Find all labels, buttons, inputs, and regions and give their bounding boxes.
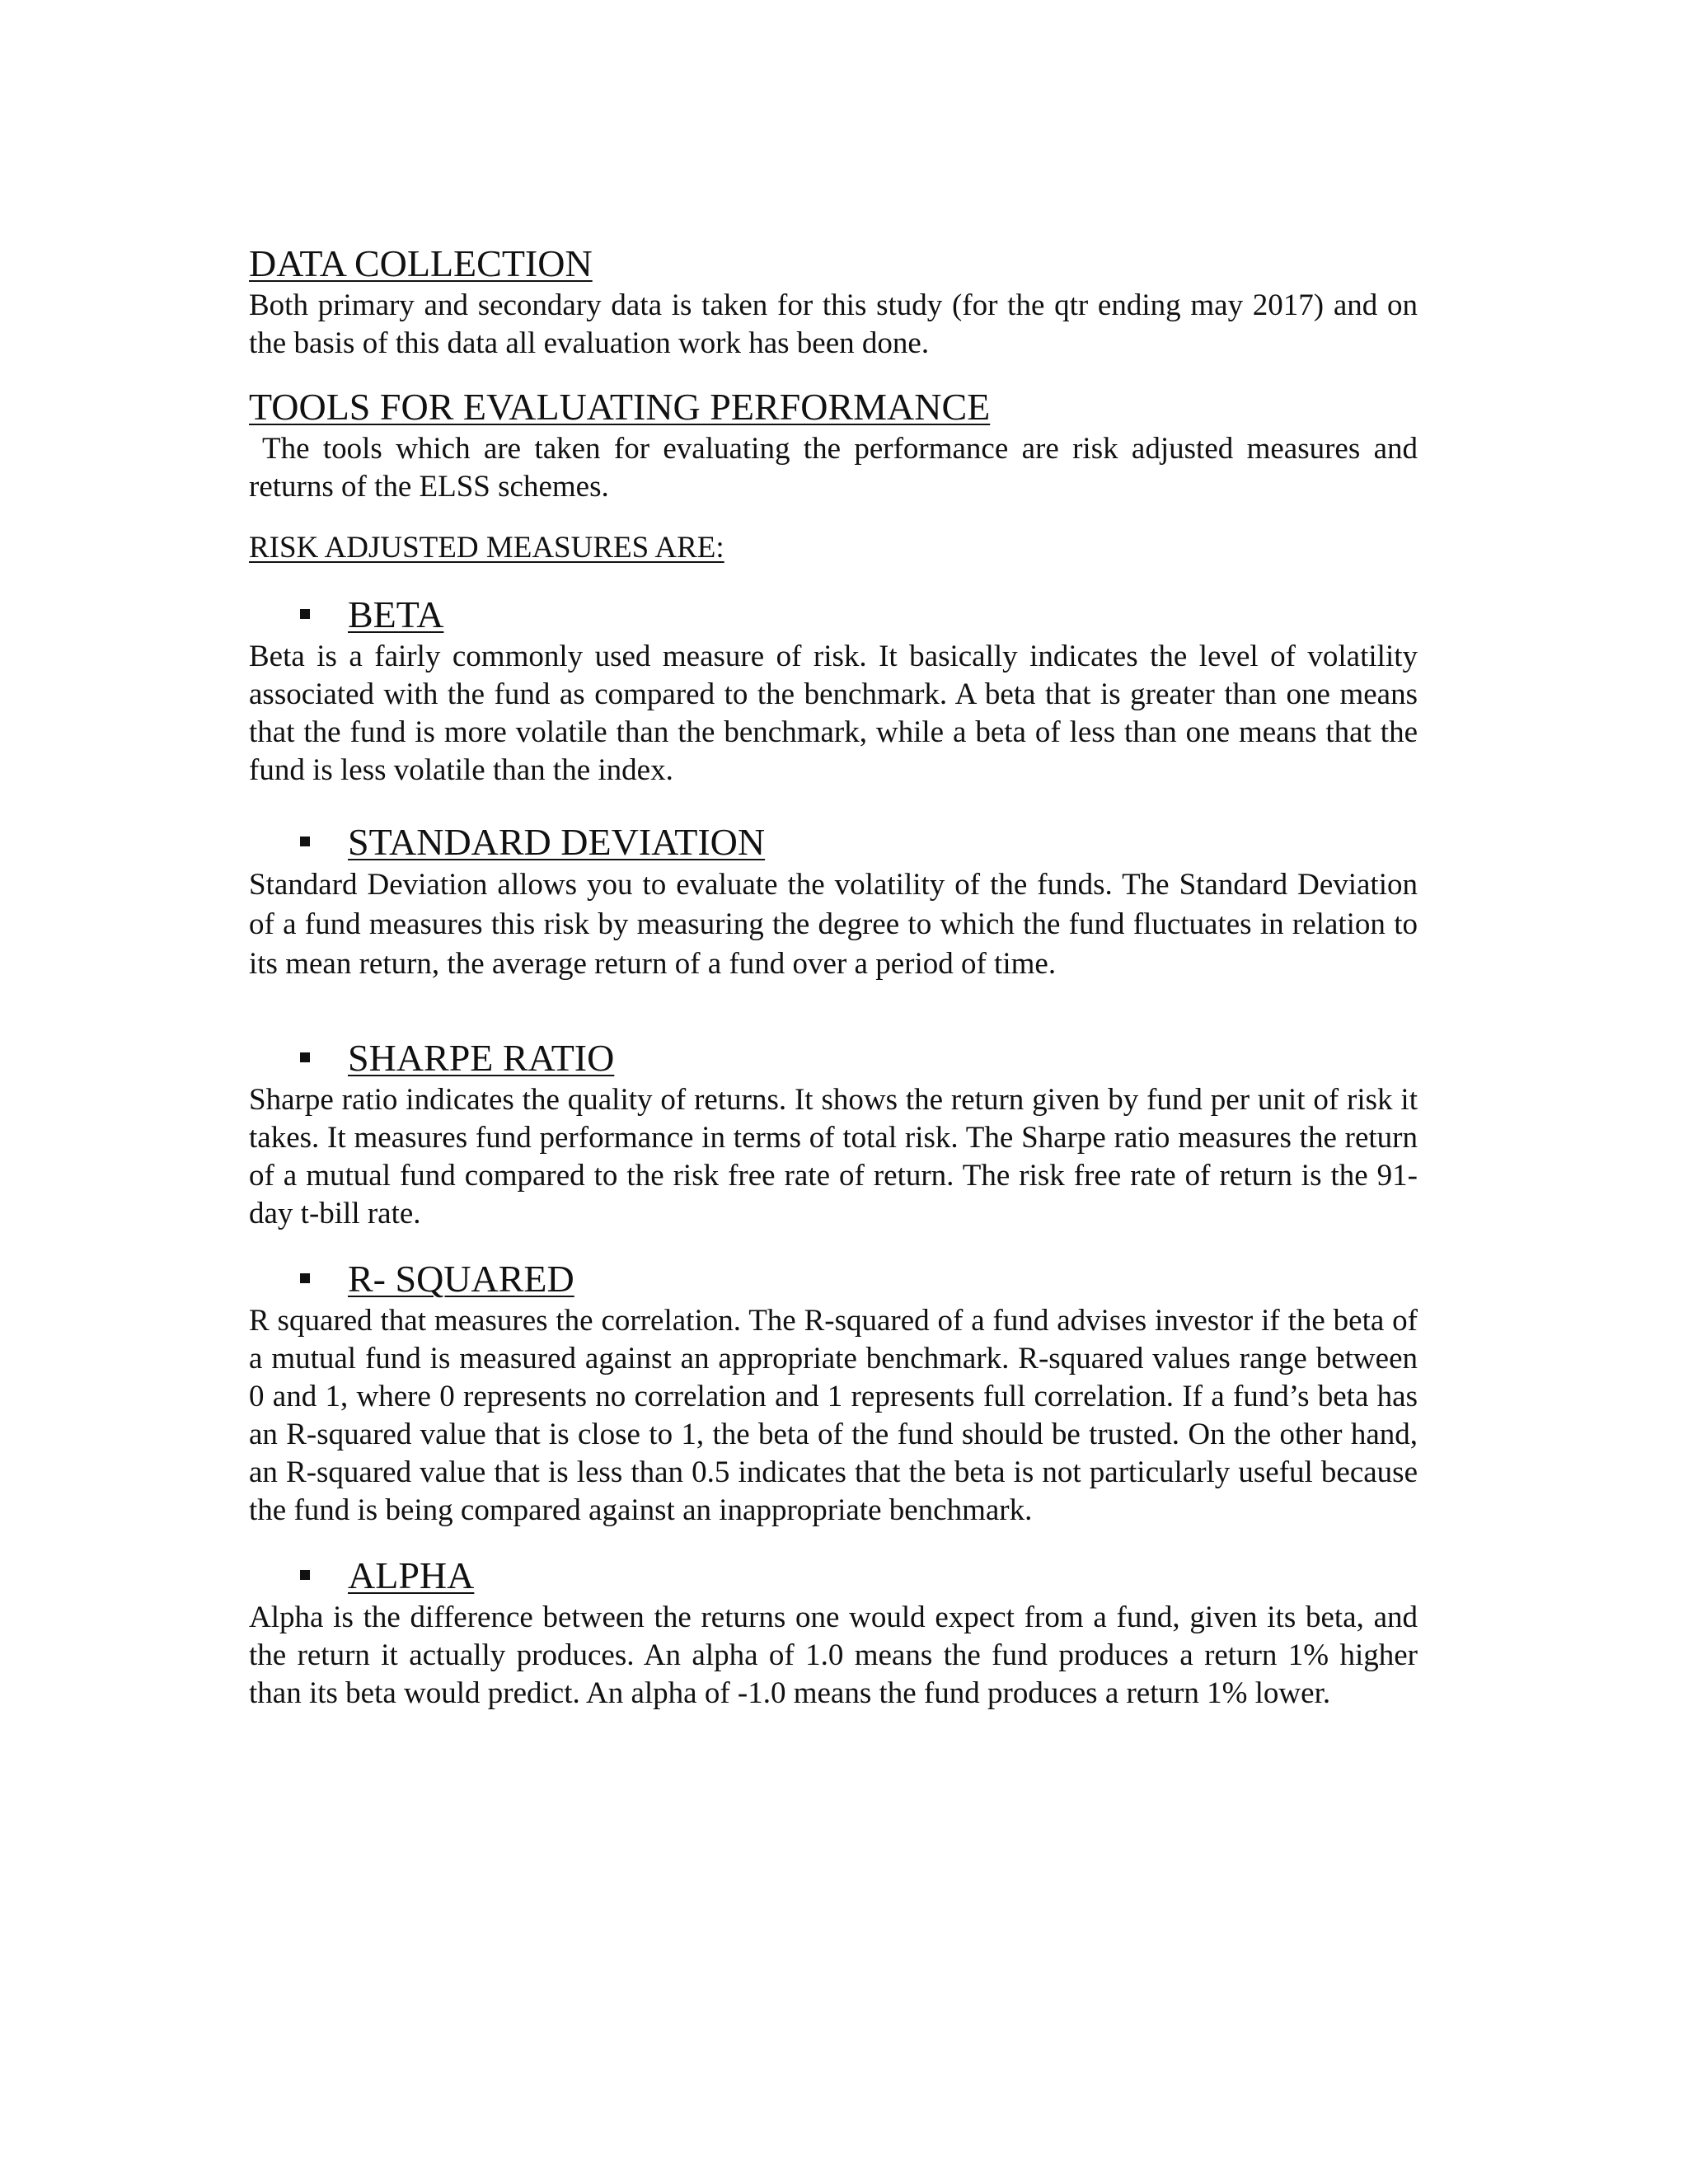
beta-heading bbox=[249, 592, 1418, 638]
std-dev-heading-label: STANDARD DEVIATION bbox=[348, 821, 766, 863]
std-dev-heading bbox=[249, 819, 1418, 865]
sharpe-heading-label: SHARPE RATIO bbox=[348, 1037, 615, 1079]
data-collection-paragraph: Both primary and secondary data is taken for this study (for the qtr ending may 2017) and on the basis of this data all evaluation work has been done. bbox=[249, 288, 1418, 360]
r-squared-heading bbox=[249, 1256, 1418, 1302]
bullet-square-icon bbox=[300, 1273, 310, 1283]
risk-measures-heading: RISK ADJUSTED MEASURES ARE: bbox=[249, 531, 724, 565]
data-collection-heading: DATA COLLECTION bbox=[249, 242, 593, 284]
r-squared-paragraph: R squared that measures the correlation. The R-squared of a fund advises investor if the beta of a mutual fund is measured against an appropriate benchmark. R-squared values range between 0 and 1, where 0 represents no correlation and 1 represents full correlation. If a fund’s beta has an R-squared value that is close to 1, the beta of the fund should be trusted. On the other hand, an R-squared value that is less than 0.5 indicates that the beta is not particularly useful because the fund is being compared against an inappropriate benchmark. bbox=[249, 1304, 1418, 1527]
r-squared-heading-label: R- SQUARED bbox=[348, 1258, 574, 1300]
beta-paragraph: Beta is a fairly commonly used measure of risk. It basically indicates the level of volatility associated with the fund as compared to the benchmark. A beta that is greater than one means that the fund is more volatile than the benchmark, while a beta of less than one means that the fund is less volatile than the index. bbox=[249, 640, 1418, 787]
alpha-heading bbox=[249, 1553, 1418, 1599]
bullet-square-icon bbox=[300, 609, 310, 619]
sharpe-paragraph: Sharpe ratio indicates the quality of returns. It shows the return given by fund per unit of risk it takes. It measures fund performance in terms of total risk. The Sharpe ratio measures the return of a mutual fund compared to the risk free rate of return. The risk free rate of return is the 91-day t-bill rate. bbox=[249, 1083, 1418, 1230]
sharpe-heading bbox=[249, 1035, 1418, 1081]
tools-paragraph: The tools which are taken for evaluating the performance are risk adjusted measures and returns of the ELSS schemes. bbox=[249, 432, 1418, 504]
bullet-square-icon bbox=[300, 837, 310, 846]
std-dev-paragraph: Standard Deviation allows you to evaluate the volatility of the funds. The Standard Deviation of a fund measures this risk by measuring the degree to which the fund fluctuates in relation to its mean return, the average return of a fund over a period of time. bbox=[249, 868, 1418, 981]
beta-heading-label: BETA bbox=[348, 593, 444, 635]
alpha-paragraph: Alpha is the difference between the returns one would expect from a fund, given its beta, and the return it actually produces. An alpha of 1.0 means the fund produces a return 1% higher than its beta would predict. An alpha of -1.0 means the fund produces a return 1% lower. bbox=[249, 1601, 1418, 1710]
document-page bbox=[249, 241, 1418, 1713]
bullet-square-icon bbox=[300, 1052, 310, 1062]
bullet-square-icon bbox=[300, 1570, 310, 1580]
alpha-heading-label: ALPHA bbox=[348, 1554, 475, 1596]
tools-heading: TOOLS FOR EVALUATING PERFORMANCE bbox=[249, 386, 991, 428]
